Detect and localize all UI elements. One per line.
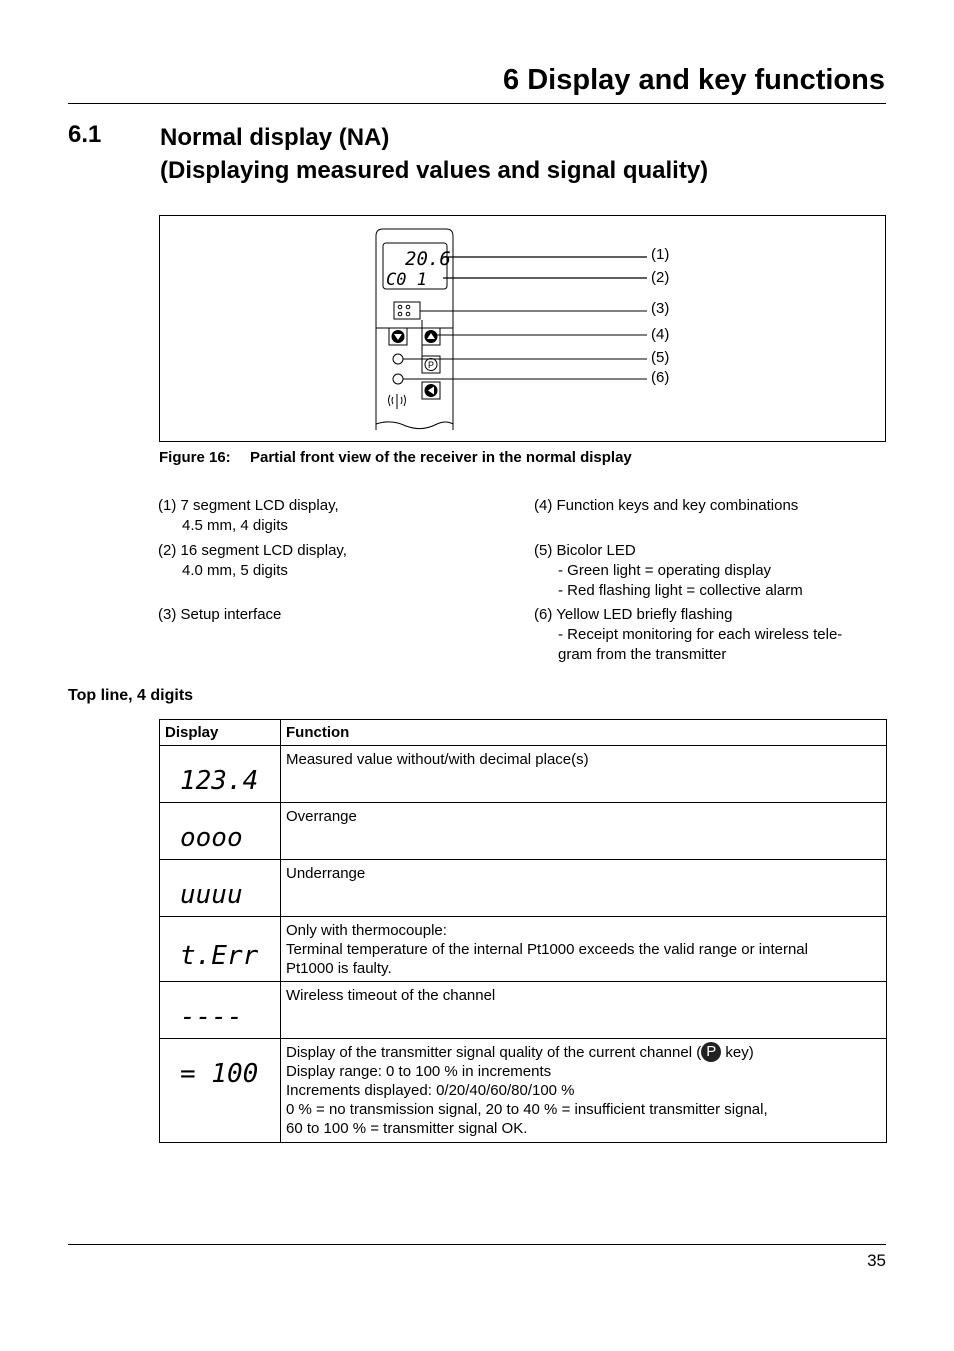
- page-number: 35: [867, 1251, 886, 1270]
- function-text-before-key: Display of the transmitter signal quality of the current channel (: [286, 1044, 702, 1061]
- function-cell: [281, 746, 887, 803]
- svg-text:oooo: oooo: [180, 823, 243, 853]
- svg-text:uuuu: uuuu: [180, 880, 243, 910]
- table-row: [160, 803, 887, 860]
- footer-rule: [68, 1244, 886, 1245]
- subheading-top-line: Top line, 4 digits: [68, 687, 194, 704]
- header-function: Function: [281, 720, 887, 746]
- caption-text: Partial front view of the receiver in the normal display: [250, 449, 632, 466]
- callout-1: (1): [651, 246, 670, 263]
- table-header-row: [160, 720, 887, 746]
- display-cell: [160, 860, 281, 917]
- table-row: [160, 746, 887, 803]
- legend-item-1-title: (1) 7 segment LCD display,: [158, 497, 339, 514]
- segment-display-overrange: [178, 823, 258, 853]
- segment-display-terminal-error: [178, 941, 258, 971]
- caption-label: Figure 16:: [159, 449, 231, 466]
- chapter-title: 6 Display and key functions: [503, 64, 885, 96]
- section-title-line2: (Displaying measured values and signal quality): [160, 157, 709, 184]
- legend-item-2-title: (2) 16 segment LCD display,: [158, 542, 347, 559]
- function-cell: [281, 982, 887, 1039]
- section-title-line1: Normal display (NA): [160, 124, 390, 151]
- callout-4: (4): [651, 326, 670, 343]
- display-function-table: [159, 719, 887, 1143]
- callout-3: (3): [651, 300, 670, 317]
- table-row: [160, 917, 887, 982]
- svg-text:t.Err: t.Err: [180, 941, 258, 971]
- function-cell: [281, 860, 887, 917]
- legend-item-6-detail-2: gram from the transmitter: [558, 646, 727, 663]
- function-text-line-1: Only with thermocouple:: [286, 922, 447, 939]
- legend-item-5-detail-1: - Green light = operating display: [558, 562, 772, 579]
- function-text-line-2: Terminal temperature of the internal Pt1000 exceeds the valid range or internal: [286, 941, 808, 958]
- figure-caption: [159, 449, 632, 466]
- svg-text:P: P: [428, 360, 435, 370]
- function-cell: [281, 917, 887, 982]
- callout-2: (2): [651, 269, 670, 286]
- svg-text:123.4: 123.4: [180, 766, 258, 796]
- header-display: Display: [160, 720, 281, 746]
- antenna-icon: [389, 394, 406, 409]
- function-text: Overrange: [286, 808, 357, 825]
- segment-display-timeout: [178, 1002, 258, 1032]
- legend-item-2: [158, 541, 347, 581]
- segment-display-underrange: [178, 880, 258, 910]
- yellow-led: [393, 374, 403, 384]
- function-text-line-3: Increments displayed: 0/20/40/60/80/100 %: [286, 1082, 575, 1100]
- display-cell: [160, 803, 281, 860]
- function-text-line-5: 60 to 100 % = transmitter signal OK.: [286, 1120, 528, 1138]
- legend-item-4: [534, 496, 798, 516]
- legend-item-5: [534, 541, 803, 601]
- bicolor-led: [393, 354, 403, 364]
- display-cell: [160, 746, 281, 803]
- segment-display-signal-quality: [178, 1059, 258, 1089]
- legend-item-4-title: (4) Function keys and key combinations: [534, 497, 799, 514]
- receiver-front-view: [160, 216, 885, 441]
- legend-item-3: [158, 605, 281, 625]
- table-row: [160, 1039, 887, 1143]
- legend-item-2-detail: 4.0 mm, 5 digits: [182, 562, 288, 579]
- segment-display-1234: [178, 766, 258, 796]
- section-title: [160, 121, 708, 187]
- legend-item-3-title: (3) Setup interface: [158, 606, 282, 623]
- lcd-16segment-value: C0 1: [386, 270, 427, 290]
- legend-item-5-detail-2: - Red flashing light = collective alarm: [558, 582, 803, 599]
- p-key-icon: P: [701, 1042, 721, 1062]
- svg-text:----: ----: [180, 1002, 243, 1032]
- legend-item-1-detail: 4.5 mm, 4 digits: [182, 517, 288, 534]
- callout-5: (5): [651, 349, 670, 366]
- function-text: Measured value without/with decimal place(s): [286, 751, 589, 768]
- function-cell: [281, 1039, 887, 1143]
- function-text: Underrange: [286, 865, 366, 882]
- legend-item-1: [158, 496, 339, 536]
- callout-6: (6): [651, 369, 670, 386]
- function-text-line-2: Display range: 0 to 100 % in increments: [286, 1063, 552, 1081]
- setup-interface: [394, 302, 420, 319]
- legend-item-6-title: (6) Yellow LED briefly flashing: [534, 606, 733, 623]
- display-cell: [160, 1039, 281, 1143]
- function-cell: [281, 803, 887, 860]
- header-rule: [68, 103, 886, 104]
- figure-frame: [159, 215, 886, 442]
- function-text-after-key: key): [721, 1044, 754, 1061]
- table-row: [160, 860, 887, 917]
- legend-item-6: [534, 605, 842, 665]
- section-number: 6.1: [68, 121, 102, 148]
- lcd-7segment-value: 20.6: [405, 248, 451, 270]
- function-text: Wireless timeout of the channel: [286, 987, 496, 1004]
- function-text-line-3: Pt1000 is faulty.: [286, 960, 392, 977]
- svg-text:= 100: = 100: [180, 1059, 258, 1089]
- table-row: [160, 982, 887, 1039]
- legend-item-5-title: (5) Bicolor LED: [534, 542, 636, 559]
- legend-item-6-detail-1: - Receipt monitoring for each wireless tele-: [558, 626, 843, 643]
- function-text-line-4: 0 % = no transmission signal, 20 to 40 % = insufficient transmitter signal,: [286, 1101, 768, 1119]
- function-text-line-1: [286, 1043, 881, 1062]
- display-cell: [160, 917, 281, 982]
- display-cell: [160, 982, 281, 1039]
